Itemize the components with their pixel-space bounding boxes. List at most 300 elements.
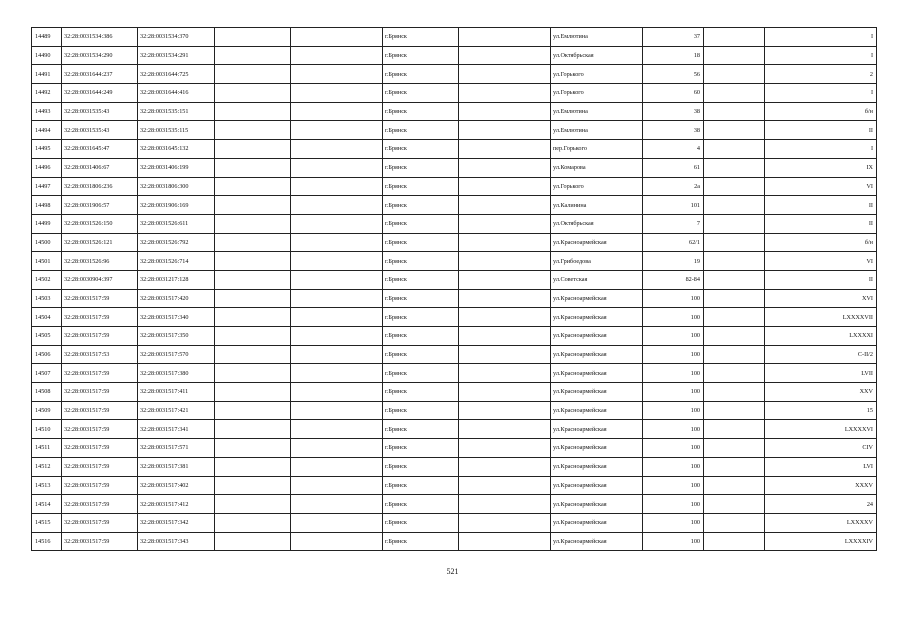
row-number-cell: 14497: [32, 177, 62, 196]
cadastral-number-cell: 32:28:0030904:397: [62, 270, 138, 289]
house-number-cell: 18: [643, 46, 704, 65]
row-number-cell: 14512: [32, 457, 62, 476]
street-cell: пер.Горького: [551, 140, 643, 159]
city-cell: г.Брянск: [383, 252, 459, 271]
empty-cell: [459, 252, 551, 271]
empty-cell: [459, 457, 551, 476]
cadastral-number-cell: 32:28:0031644:725: [138, 65, 215, 84]
table-row: [32, 214, 877, 233]
cadastral-number-cell: 32:28:0031806:236: [62, 177, 138, 196]
cadastral-number-cell: 32:28:0031406:199: [138, 158, 215, 177]
cadastral-number-cell: 32:28:0031517:381: [138, 457, 215, 476]
row-number-cell: 14490: [32, 46, 62, 65]
premises-number-cell: LXXXXVI: [765, 420, 877, 439]
city-cell: г.Брянск: [383, 196, 459, 215]
empty-cell: [459, 308, 551, 327]
premises-number-cell: VI: [765, 177, 877, 196]
empty-cell: [704, 270, 765, 289]
empty-cell: [459, 495, 551, 514]
table-row: [32, 177, 877, 196]
table-row: [32, 140, 877, 159]
premises-number-cell: LXXXXIV: [765, 532, 877, 551]
empty-cell: [291, 196, 383, 215]
empty-cell: [215, 84, 291, 103]
empty-cell: [704, 345, 765, 364]
empty-cell: [291, 84, 383, 103]
cadastral-number-cell: 32:28:0031534:291: [138, 46, 215, 65]
cadastral-number-cell: 32:28:0031517:59: [62, 532, 138, 551]
premises-number-cell: CIV: [765, 439, 877, 458]
house-number-cell: 101: [643, 196, 704, 215]
empty-cell: [215, 476, 291, 495]
cadastral-number-cell: 32:28:0031517:570: [138, 345, 215, 364]
city-cell: г.Брянск: [383, 289, 459, 308]
empty-cell: [704, 65, 765, 84]
city-cell: г.Брянск: [383, 532, 459, 551]
premises-number-cell: б/н: [765, 233, 877, 252]
empty-cell: [704, 513, 765, 532]
row-number-cell: 14505: [32, 327, 62, 346]
empty-cell: [291, 46, 383, 65]
row-number-cell: 14492: [32, 84, 62, 103]
empty-cell: [459, 345, 551, 364]
empty-cell: [704, 364, 765, 383]
empty-cell: [459, 196, 551, 215]
empty-cell: [459, 532, 551, 551]
empty-cell: [291, 289, 383, 308]
empty-cell: [704, 28, 765, 47]
table-row: [32, 532, 877, 551]
house-number-cell: 37: [643, 28, 704, 47]
empty-cell: [459, 401, 551, 420]
empty-cell: [291, 252, 383, 271]
empty-cell: [291, 420, 383, 439]
table-row: [32, 401, 877, 420]
house-number-cell: 19: [643, 252, 704, 271]
premises-number-cell: II: [765, 121, 877, 140]
city-cell: г.Брянск: [383, 177, 459, 196]
empty-cell: [459, 233, 551, 252]
cadastral-number-cell: 32:28:0031517:59: [62, 289, 138, 308]
empty-cell: [215, 383, 291, 402]
empty-cell: [215, 121, 291, 140]
row-number-cell: 14509: [32, 401, 62, 420]
row-number-cell: 14514: [32, 495, 62, 514]
empty-cell: [291, 383, 383, 402]
city-cell: г.Брянск: [383, 513, 459, 532]
street-cell: ул.Октябрьская: [551, 214, 643, 233]
house-number-cell: 100: [643, 532, 704, 551]
street-cell: ул.Емлютина: [551, 121, 643, 140]
house-number-cell: 56: [643, 65, 704, 84]
city-cell: г.Брянск: [383, 214, 459, 233]
cadastral-number-cell: 32:28:0031517:402: [138, 476, 215, 495]
table-row: [32, 364, 877, 383]
empty-cell: [291, 102, 383, 121]
empty-cell: [215, 364, 291, 383]
street-cell: ул.Красноармейская: [551, 439, 643, 458]
cadastral-number-cell: 32:28:0031906:57: [62, 196, 138, 215]
row-number-cell: 14501: [32, 252, 62, 271]
empty-cell: [704, 214, 765, 233]
empty-cell: [291, 270, 383, 289]
empty-cell: [291, 158, 383, 177]
row-number-cell: 14506: [32, 345, 62, 364]
city-cell: г.Брянск: [383, 345, 459, 364]
premises-number-cell: С-II/2: [765, 345, 877, 364]
city-cell: г.Брянск: [383, 158, 459, 177]
street-cell: ул.Красноармейская: [551, 476, 643, 495]
empty-cell: [291, 28, 383, 47]
empty-cell: [704, 308, 765, 327]
empty-cell: [215, 420, 291, 439]
cadastral-number-cell: 32:28:0031526:611: [138, 214, 215, 233]
cadastral-number-cell: 32:28:0031517:340: [138, 308, 215, 327]
row-number-cell: 14496: [32, 158, 62, 177]
cadastral-number-cell: 32:28:0031517:420: [138, 289, 215, 308]
empty-cell: [704, 532, 765, 551]
empty-cell: [704, 476, 765, 495]
table-row: [32, 345, 877, 364]
city-cell: г.Брянск: [383, 140, 459, 159]
city-cell: г.Брянск: [383, 65, 459, 84]
empty-cell: [704, 252, 765, 271]
empty-cell: [291, 140, 383, 159]
cadastral-number-cell: 32:28:0031644:249: [62, 84, 138, 103]
city-cell: г.Брянск: [383, 476, 459, 495]
empty-cell: [215, 158, 291, 177]
empty-cell: [291, 532, 383, 551]
street-cell: ул.Красноармейская: [551, 308, 643, 327]
premises-number-cell: I: [765, 84, 877, 103]
premises-number-cell: II: [765, 270, 877, 289]
empty-cell: [215, 214, 291, 233]
cadastral-number-cell: 32:28:0031535:115: [138, 121, 215, 140]
cadastral-number-cell: 32:28:0031534:370: [138, 28, 215, 47]
empty-cell: [459, 270, 551, 289]
row-number-cell: 14494: [32, 121, 62, 140]
table-row: [32, 476, 877, 495]
house-number-cell: 61: [643, 158, 704, 177]
cadastral-number-cell: 32:28:0031517:59: [62, 457, 138, 476]
cadastral-number-cell: 32:28:0031645:47: [62, 140, 138, 159]
page-number: 521: [446, 567, 459, 576]
row-number-cell: 14503: [32, 289, 62, 308]
street-cell: ул.Красноармейская: [551, 457, 643, 476]
cadastral-number-cell: 32:28:0031526:792: [138, 233, 215, 252]
empty-cell: [215, 532, 291, 551]
table-row: [32, 289, 877, 308]
row-number-cell: 14510: [32, 420, 62, 439]
cadastral-number-cell: 32:28:0031517:411: [138, 383, 215, 402]
street-cell: ул.Красноармейская: [551, 345, 643, 364]
empty-cell: [291, 177, 383, 196]
row-number-cell: 14508: [32, 383, 62, 402]
cadastral-number-cell: 32:28:0031517:59: [62, 327, 138, 346]
cadastral-number-cell: 32:28:0031535:43: [62, 102, 138, 121]
cadastral-number-cell: 32:28:0031517:53: [62, 345, 138, 364]
cadastral-number-cell: 32:28:0031517:421: [138, 401, 215, 420]
house-number-cell: 100: [643, 495, 704, 514]
cadastral-number-cell: 32:28:0031517:59: [62, 364, 138, 383]
empty-cell: [459, 102, 551, 121]
empty-cell: [215, 289, 291, 308]
premises-number-cell: VI: [765, 252, 877, 271]
empty-cell: [704, 439, 765, 458]
city-cell: г.Брянск: [383, 495, 459, 514]
street-cell: ул.Красноармейская: [551, 289, 643, 308]
empty-cell: [704, 233, 765, 252]
empty-cell: [215, 102, 291, 121]
empty-cell: [459, 121, 551, 140]
row-number-cell: 14515: [32, 513, 62, 532]
premises-number-cell: I: [765, 28, 877, 47]
table-row: [32, 65, 877, 84]
empty-cell: [291, 495, 383, 514]
empty-cell: [704, 289, 765, 308]
city-cell: г.Брянск: [383, 327, 459, 346]
empty-cell: [459, 28, 551, 47]
empty-cell: [215, 457, 291, 476]
city-cell: г.Брянск: [383, 364, 459, 383]
empty-cell: [215, 345, 291, 364]
row-number-cell: 14513: [32, 476, 62, 495]
registry-table-container: [31, 27, 876, 551]
row-number-cell: 14511: [32, 439, 62, 458]
premises-number-cell: 2: [765, 65, 877, 84]
house-number-cell: 100: [643, 457, 704, 476]
cadastral-number-cell: 32:28:0031517:571: [138, 439, 215, 458]
empty-cell: [291, 65, 383, 84]
table-row: [32, 270, 877, 289]
street-cell: ул.Красноармейская: [551, 513, 643, 532]
row-number-cell: 14507: [32, 364, 62, 383]
cadastral-number-cell: 32:28:0031526:150: [62, 214, 138, 233]
empty-cell: [459, 364, 551, 383]
empty-cell: [459, 513, 551, 532]
cadastral-number-cell: 32:28:0031644:416: [138, 84, 215, 103]
empty-cell: [704, 401, 765, 420]
table-row: [32, 28, 877, 47]
city-cell: г.Брянск: [383, 401, 459, 420]
house-number-cell: 100: [643, 364, 704, 383]
empty-cell: [704, 420, 765, 439]
table-row: [32, 84, 877, 103]
street-cell: ул.Красноармейская: [551, 401, 643, 420]
empty-cell: [291, 345, 383, 364]
street-cell: ул.Красноармейская: [551, 233, 643, 252]
city-cell: г.Брянск: [383, 420, 459, 439]
empty-cell: [291, 439, 383, 458]
empty-cell: [291, 401, 383, 420]
cadastral-number-cell: 32:28:0031645:132: [138, 140, 215, 159]
empty-cell: [215, 28, 291, 47]
street-cell: ул.Горького: [551, 84, 643, 103]
row-number-cell: 14498: [32, 196, 62, 215]
empty-cell: [291, 364, 383, 383]
empty-cell: [215, 327, 291, 346]
empty-cell: [215, 65, 291, 84]
empty-cell: [459, 84, 551, 103]
cadastral-number-cell: 32:28:0031517:412: [138, 495, 215, 514]
empty-cell: [215, 177, 291, 196]
row-number-cell: 14495: [32, 140, 62, 159]
empty-cell: [459, 140, 551, 159]
house-number-cell: 100: [643, 476, 704, 495]
house-number-cell: 4: [643, 140, 704, 159]
cadastral-number-cell: 32:28:0031517:350: [138, 327, 215, 346]
premises-number-cell: I: [765, 140, 877, 159]
empty-cell: [459, 214, 551, 233]
empty-cell: [291, 121, 383, 140]
cadastral-number-cell: 32:28:0031517:59: [62, 439, 138, 458]
house-number-cell: 100: [643, 327, 704, 346]
table-row: [32, 513, 877, 532]
table-row: [32, 233, 877, 252]
empty-cell: [215, 513, 291, 532]
premises-number-cell: б/н: [765, 102, 877, 121]
empty-cell: [704, 177, 765, 196]
premises-number-cell: IX: [765, 158, 877, 177]
empty-cell: [291, 513, 383, 532]
table-row: [32, 158, 877, 177]
empty-cell: [459, 289, 551, 308]
table-row: [32, 196, 877, 215]
table-row: [32, 327, 877, 346]
street-cell: ул.Красноармейская: [551, 495, 643, 514]
row-number-cell: 14502: [32, 270, 62, 289]
house-number-cell: 100: [643, 383, 704, 402]
premises-number-cell: XVI: [765, 289, 877, 308]
empty-cell: [704, 327, 765, 346]
street-cell: ул.Емлютина: [551, 28, 643, 47]
premises-number-cell: LVII: [765, 364, 877, 383]
house-number-cell: 38: [643, 121, 704, 140]
empty-cell: [704, 383, 765, 402]
premises-number-cell: LVI: [765, 457, 877, 476]
empty-cell: [215, 270, 291, 289]
house-number-cell: 100: [643, 439, 704, 458]
city-cell: г.Брянск: [383, 233, 459, 252]
row-number-cell: 14499: [32, 214, 62, 233]
cadastral-number-cell: 32:28:0031526:96: [62, 252, 138, 271]
cadastral-number-cell: 32:28:0031517:380: [138, 364, 215, 383]
premises-number-cell: LXXXXI: [765, 327, 877, 346]
empty-cell: [215, 252, 291, 271]
empty-cell: [291, 476, 383, 495]
empty-cell: [215, 495, 291, 514]
empty-cell: [215, 233, 291, 252]
city-cell: г.Брянск: [383, 84, 459, 103]
empty-cell: [291, 233, 383, 252]
cadastral-number-cell: 32:28:0031517:342: [138, 513, 215, 532]
table-row: [32, 252, 877, 271]
cadastral-number-cell: 32:28:0031517:59: [62, 420, 138, 439]
row-number-cell: 14489: [32, 28, 62, 47]
city-cell: г.Брянск: [383, 28, 459, 47]
empty-cell: [215, 196, 291, 215]
cadastral-number-cell: 32:28:0031534:386: [62, 28, 138, 47]
table-row: [32, 439, 877, 458]
cadastral-number-cell: 32:28:0031534:290: [62, 46, 138, 65]
street-cell: ул.Емлютина: [551, 102, 643, 121]
house-number-cell: 38: [643, 102, 704, 121]
empty-cell: [704, 196, 765, 215]
table-row: [32, 46, 877, 65]
empty-cell: [291, 214, 383, 233]
table-body: [32, 28, 877, 551]
cadastral-number-cell: 32:28:0031526:121: [62, 233, 138, 252]
cadastral-number-cell: 32:28:0031517:59: [62, 476, 138, 495]
cadastral-number-cell: 32:28:0031535:151: [138, 102, 215, 121]
house-number-cell: 100: [643, 345, 704, 364]
street-cell: ул.Красноармейская: [551, 420, 643, 439]
city-cell: г.Брянск: [383, 308, 459, 327]
row-number-cell: 14491: [32, 65, 62, 84]
empty-cell: [459, 383, 551, 402]
street-cell: ул.Красноармейская: [551, 383, 643, 402]
table-row: [32, 457, 877, 476]
row-number-cell: 14493: [32, 102, 62, 121]
cadastral-number-cell: 32:28:0031806:300: [138, 177, 215, 196]
street-cell: ул.Красноармейская: [551, 532, 643, 551]
empty-cell: [704, 46, 765, 65]
cadastral-number-cell: 32:28:0031406:67: [62, 158, 138, 177]
empty-cell: [215, 140, 291, 159]
street-cell: ул.Красноармейская: [551, 364, 643, 383]
empty-cell: [215, 308, 291, 327]
cadastral-number-cell: 32:28:0031517:343: [138, 532, 215, 551]
empty-cell: [459, 439, 551, 458]
city-cell: г.Брянск: [383, 439, 459, 458]
city-cell: г.Брянск: [383, 383, 459, 402]
empty-cell: [704, 495, 765, 514]
street-cell: ул.Калинина: [551, 196, 643, 215]
street-cell: ул.Советская: [551, 270, 643, 289]
cadastral-number-cell: 32:28:0031517:59: [62, 401, 138, 420]
table-row: [32, 121, 877, 140]
city-cell: г.Брянск: [383, 270, 459, 289]
street-cell: ул.Комарова: [551, 158, 643, 177]
table-row: [32, 383, 877, 402]
city-cell: г.Брянск: [383, 121, 459, 140]
house-number-cell: 2а: [643, 177, 704, 196]
cadastral-number-cell: 32:28:0031535:43: [62, 121, 138, 140]
house-number-cell: 100: [643, 401, 704, 420]
empty-cell: [459, 420, 551, 439]
cadastral-number-cell: 32:28:0031517:59: [62, 383, 138, 402]
street-cell: ул.Октябрьская: [551, 46, 643, 65]
house-number-cell: 60: [643, 84, 704, 103]
table-row: [32, 308, 877, 327]
empty-cell: [704, 121, 765, 140]
empty-cell: [215, 46, 291, 65]
registry-table: [31, 27, 877, 551]
table-row: [32, 420, 877, 439]
empty-cell: [704, 457, 765, 476]
premises-number-cell: 15: [765, 401, 877, 420]
empty-cell: [704, 140, 765, 159]
premises-number-cell: II: [765, 214, 877, 233]
premises-number-cell: 24: [765, 495, 877, 514]
house-number-cell: 100: [643, 513, 704, 532]
empty-cell: [459, 327, 551, 346]
empty-cell: [704, 102, 765, 121]
empty-cell: [704, 158, 765, 177]
cadastral-number-cell: 32:28:0031517:59: [62, 513, 138, 532]
premises-number-cell: LXXXXV: [765, 513, 877, 532]
empty-cell: [291, 457, 383, 476]
